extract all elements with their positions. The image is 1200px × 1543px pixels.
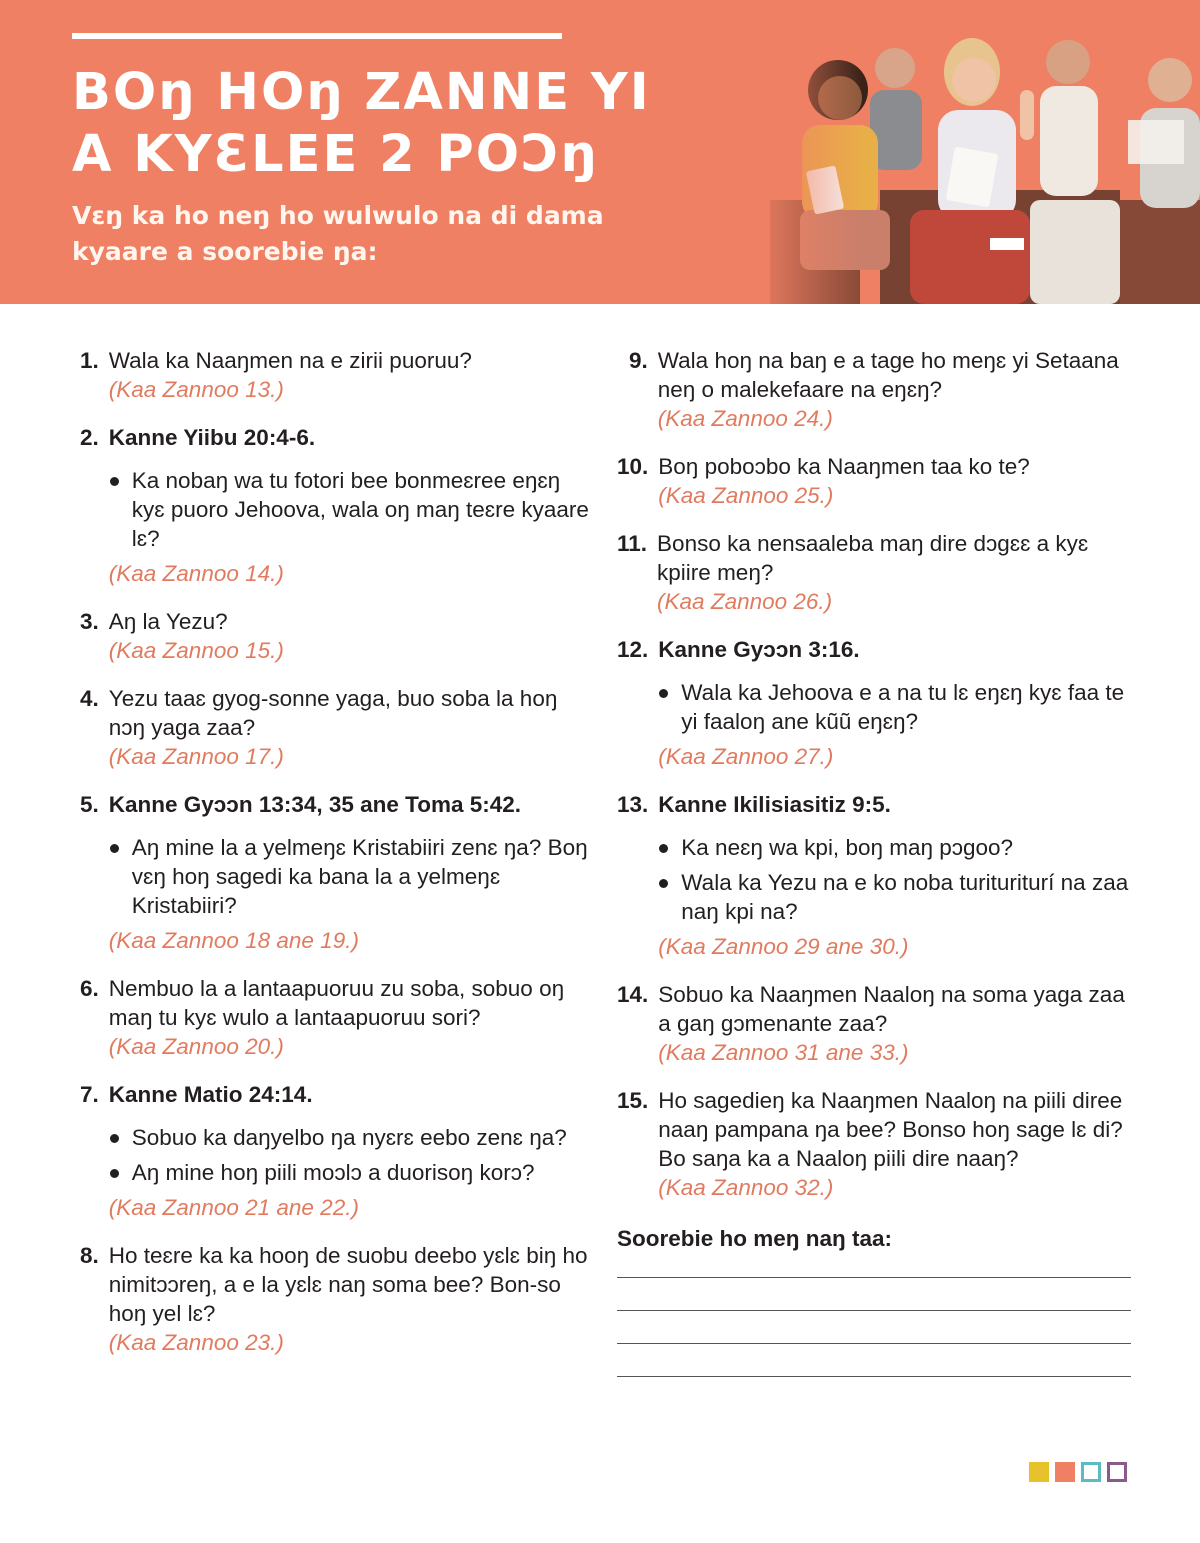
question-number: 14. xyxy=(617,982,649,1007)
lesson-reference: (Kaa Zannoo 31 ane 33.) xyxy=(658,1040,909,1065)
question-text: Wala hoŋ na baŋ e a tage ho meŋɛ yi Setaana neŋ o malekefaare na eŋɛŋ? xyxy=(657,348,1119,402)
page-subtitle: Vɛŋ ka ho neŋ ho wulwulo na di dama kyaare a soorebie ŋa: xyxy=(72,201,604,266)
bullet-question: Wala ka Jehoova e a na tu lɛ eŋɛŋ kyɛ faa te yi faaloŋ ane kũũ eŋɛŋ? xyxy=(658,678,1137,736)
question-14 xyxy=(617,980,1137,1067)
lesson-reference: (Kaa Zannoo 13.) xyxy=(108,377,284,402)
scripture-instruction: Kanne Yiibu 20:4-6. xyxy=(108,425,316,450)
question-number: 8. xyxy=(80,1243,99,1268)
question-number: 6. xyxy=(80,976,99,1001)
bullet-question: Aŋ mine hoŋ piili moɔlɔ a duorisoŋ korɔ? xyxy=(109,1158,590,1187)
lesson-reference: (Kaa Zannoo 14.) xyxy=(108,561,284,586)
question-text: Nembuo la a lantaapuoruu zu soba, sobuo oŋ maŋ tu kyɛ wulo a lantaapuoruu sori? xyxy=(108,976,565,1030)
bullet-question: Sobuo ka daŋyelbo ŋa nyɛrɛ eebo zenɛ ŋa? xyxy=(109,1123,590,1152)
question-text: Boŋ poboɔbo ka Naaŋmen taa ko te? xyxy=(658,454,1030,479)
square-coral xyxy=(1055,1462,1075,1482)
question-13 xyxy=(617,790,1137,961)
header-rule xyxy=(72,33,562,39)
bullet-question: Wala ka Yezu na e ko noba turituriturí na zaa naŋ kpi na? xyxy=(658,868,1137,926)
bullet-question: Ka nobaŋ wa tu fotori bee bonmeɛree eŋɛŋ kyɛ puoro Jehoova, wala oŋ maŋ teɛre kyaare lɛ? xyxy=(109,466,590,553)
bullet-question: Aŋ mine la a yelmeŋɛ Kristabiiri zenɛ ŋa? Boŋ vɛŋ hoŋ sagedi ka bana la a yelmeŋɛ Kristabiiri? xyxy=(109,833,590,920)
lesson-reference: (Kaa Zannoo 15.) xyxy=(108,638,284,663)
square-teal-outline xyxy=(1081,1462,1101,1482)
lesson-reference: (Kaa Zannoo 29 ane 30.) xyxy=(658,934,909,959)
lesson-reference: (Kaa Zannoo 18 ane 19.) xyxy=(108,928,359,953)
question-number: 12. xyxy=(617,637,649,662)
question-number: 9. xyxy=(629,348,648,373)
question-text: Wala ka Naaŋmen na e zirii puoruu? xyxy=(108,348,472,373)
question-text: Ho sagedieŋ ka Naaŋmen Naaloŋ na piili diree naaŋ pampana ŋa bee? Bonso hoŋ sage lɛ di? Bo saŋa ka a Naaloŋ piili dire naaŋ? xyxy=(658,1088,1123,1171)
decorative-squares xyxy=(1029,1462,1133,1482)
questions-column-left xyxy=(80,346,590,1376)
question-number: 2. xyxy=(80,425,99,450)
question-3 xyxy=(80,607,590,665)
lesson-reference: (Kaa Zannoo 26.) xyxy=(657,589,833,614)
question-number: 10. xyxy=(617,454,649,479)
notes-heading: Soorebie ho meŋ naŋ taa: xyxy=(617,1226,893,1251)
note-line[interactable] xyxy=(617,1376,1131,1377)
question-number: 11. xyxy=(617,531,648,556)
question-8 xyxy=(80,1241,590,1357)
scripture-instruction: Kanne Gyɔɔn 3:16. xyxy=(658,637,860,662)
square-purple-outline xyxy=(1107,1462,1127,1482)
note-line[interactable] xyxy=(617,1343,1131,1344)
question-15 xyxy=(617,1086,1137,1202)
lesson-reference: (Kaa Zannoo 23.) xyxy=(108,1330,284,1355)
question-number: 7. xyxy=(80,1082,99,1107)
bullet-question: Ka neɛŋ wa kpi, boŋ maŋ pɔgoo? xyxy=(658,833,1137,862)
questions-column-right xyxy=(617,346,1137,1409)
question-number: 5. xyxy=(80,792,99,817)
lesson-reference: (Kaa Zannoo 27.) xyxy=(658,744,834,769)
question-text: Bonso ka nensaaleba maŋ dire dɔgɛɛ a kyɛ kpiire meŋ? xyxy=(657,531,1089,585)
question-number: 1. xyxy=(80,348,99,373)
question-number: 3. xyxy=(80,609,99,634)
question-text: Ho teɛre ka ka hooŋ de suobu deebo yɛlɛ biŋ ho nimitɔɔreŋ, a e la yɛlɛ naŋ soma bee? Bon-so hoŋ yel lɛ? xyxy=(108,1243,588,1326)
question-12 xyxy=(617,635,1137,771)
page-title xyxy=(72,62,692,186)
question-4 xyxy=(80,684,590,771)
question-1 xyxy=(80,346,590,404)
question-6 xyxy=(80,974,590,1061)
question-9 xyxy=(617,346,1137,433)
lesson-reference: (Kaa Zannoo 32.) xyxy=(658,1175,834,1200)
title-line-2: A KYƐLEE 2 POƆŋ xyxy=(72,125,599,184)
lesson-reference: (Kaa Zannoo 21 ane 22.) xyxy=(108,1195,359,1220)
people-seated-illustration xyxy=(750,0,1200,304)
lesson-reference: (Kaa Zannoo 25.) xyxy=(658,483,834,508)
notes-lines xyxy=(617,1277,1137,1377)
square-yellow xyxy=(1029,1462,1049,1482)
question-11 xyxy=(617,529,1137,616)
question-text: Sobuo ka Naaŋmen Naaloŋ na soma yaga zaa a gaŋ gɔmenante zaa? xyxy=(658,982,1125,1036)
header-banner xyxy=(0,0,1200,304)
note-line[interactable] xyxy=(617,1310,1131,1311)
lesson-reference: (Kaa Zannoo 20.) xyxy=(108,1034,284,1059)
lesson-reference: (Kaa Zannoo 17.) xyxy=(108,744,284,769)
note-line[interactable] xyxy=(617,1277,1131,1278)
question-number: 4. xyxy=(80,686,99,711)
question-text: Aŋ la Yezu? xyxy=(108,609,228,634)
question-5 xyxy=(80,790,590,955)
question-7 xyxy=(80,1080,590,1222)
lesson-reference: (Kaa Zannoo 24.) xyxy=(657,406,833,431)
question-10 xyxy=(617,452,1137,510)
question-number: 13. xyxy=(617,792,649,817)
title-line-1: BOŋ HOŋ ZANNE YI xyxy=(72,63,651,122)
scripture-instruction: Kanne Matio 24:14. xyxy=(108,1082,313,1107)
question-number: 15. xyxy=(617,1088,649,1113)
scripture-instruction: Kanne Ikilisiasitiz 9:5. xyxy=(658,792,891,817)
question-text: Yezu taaɛ gyog-sonne yaga, buo soba la hoŋ nɔŋ yaga zaa? xyxy=(108,686,558,740)
question-2 xyxy=(80,423,590,588)
scripture-instruction: Kanne Gyɔɔn 13:34, 35 ane Toma 5:42. xyxy=(108,792,522,817)
